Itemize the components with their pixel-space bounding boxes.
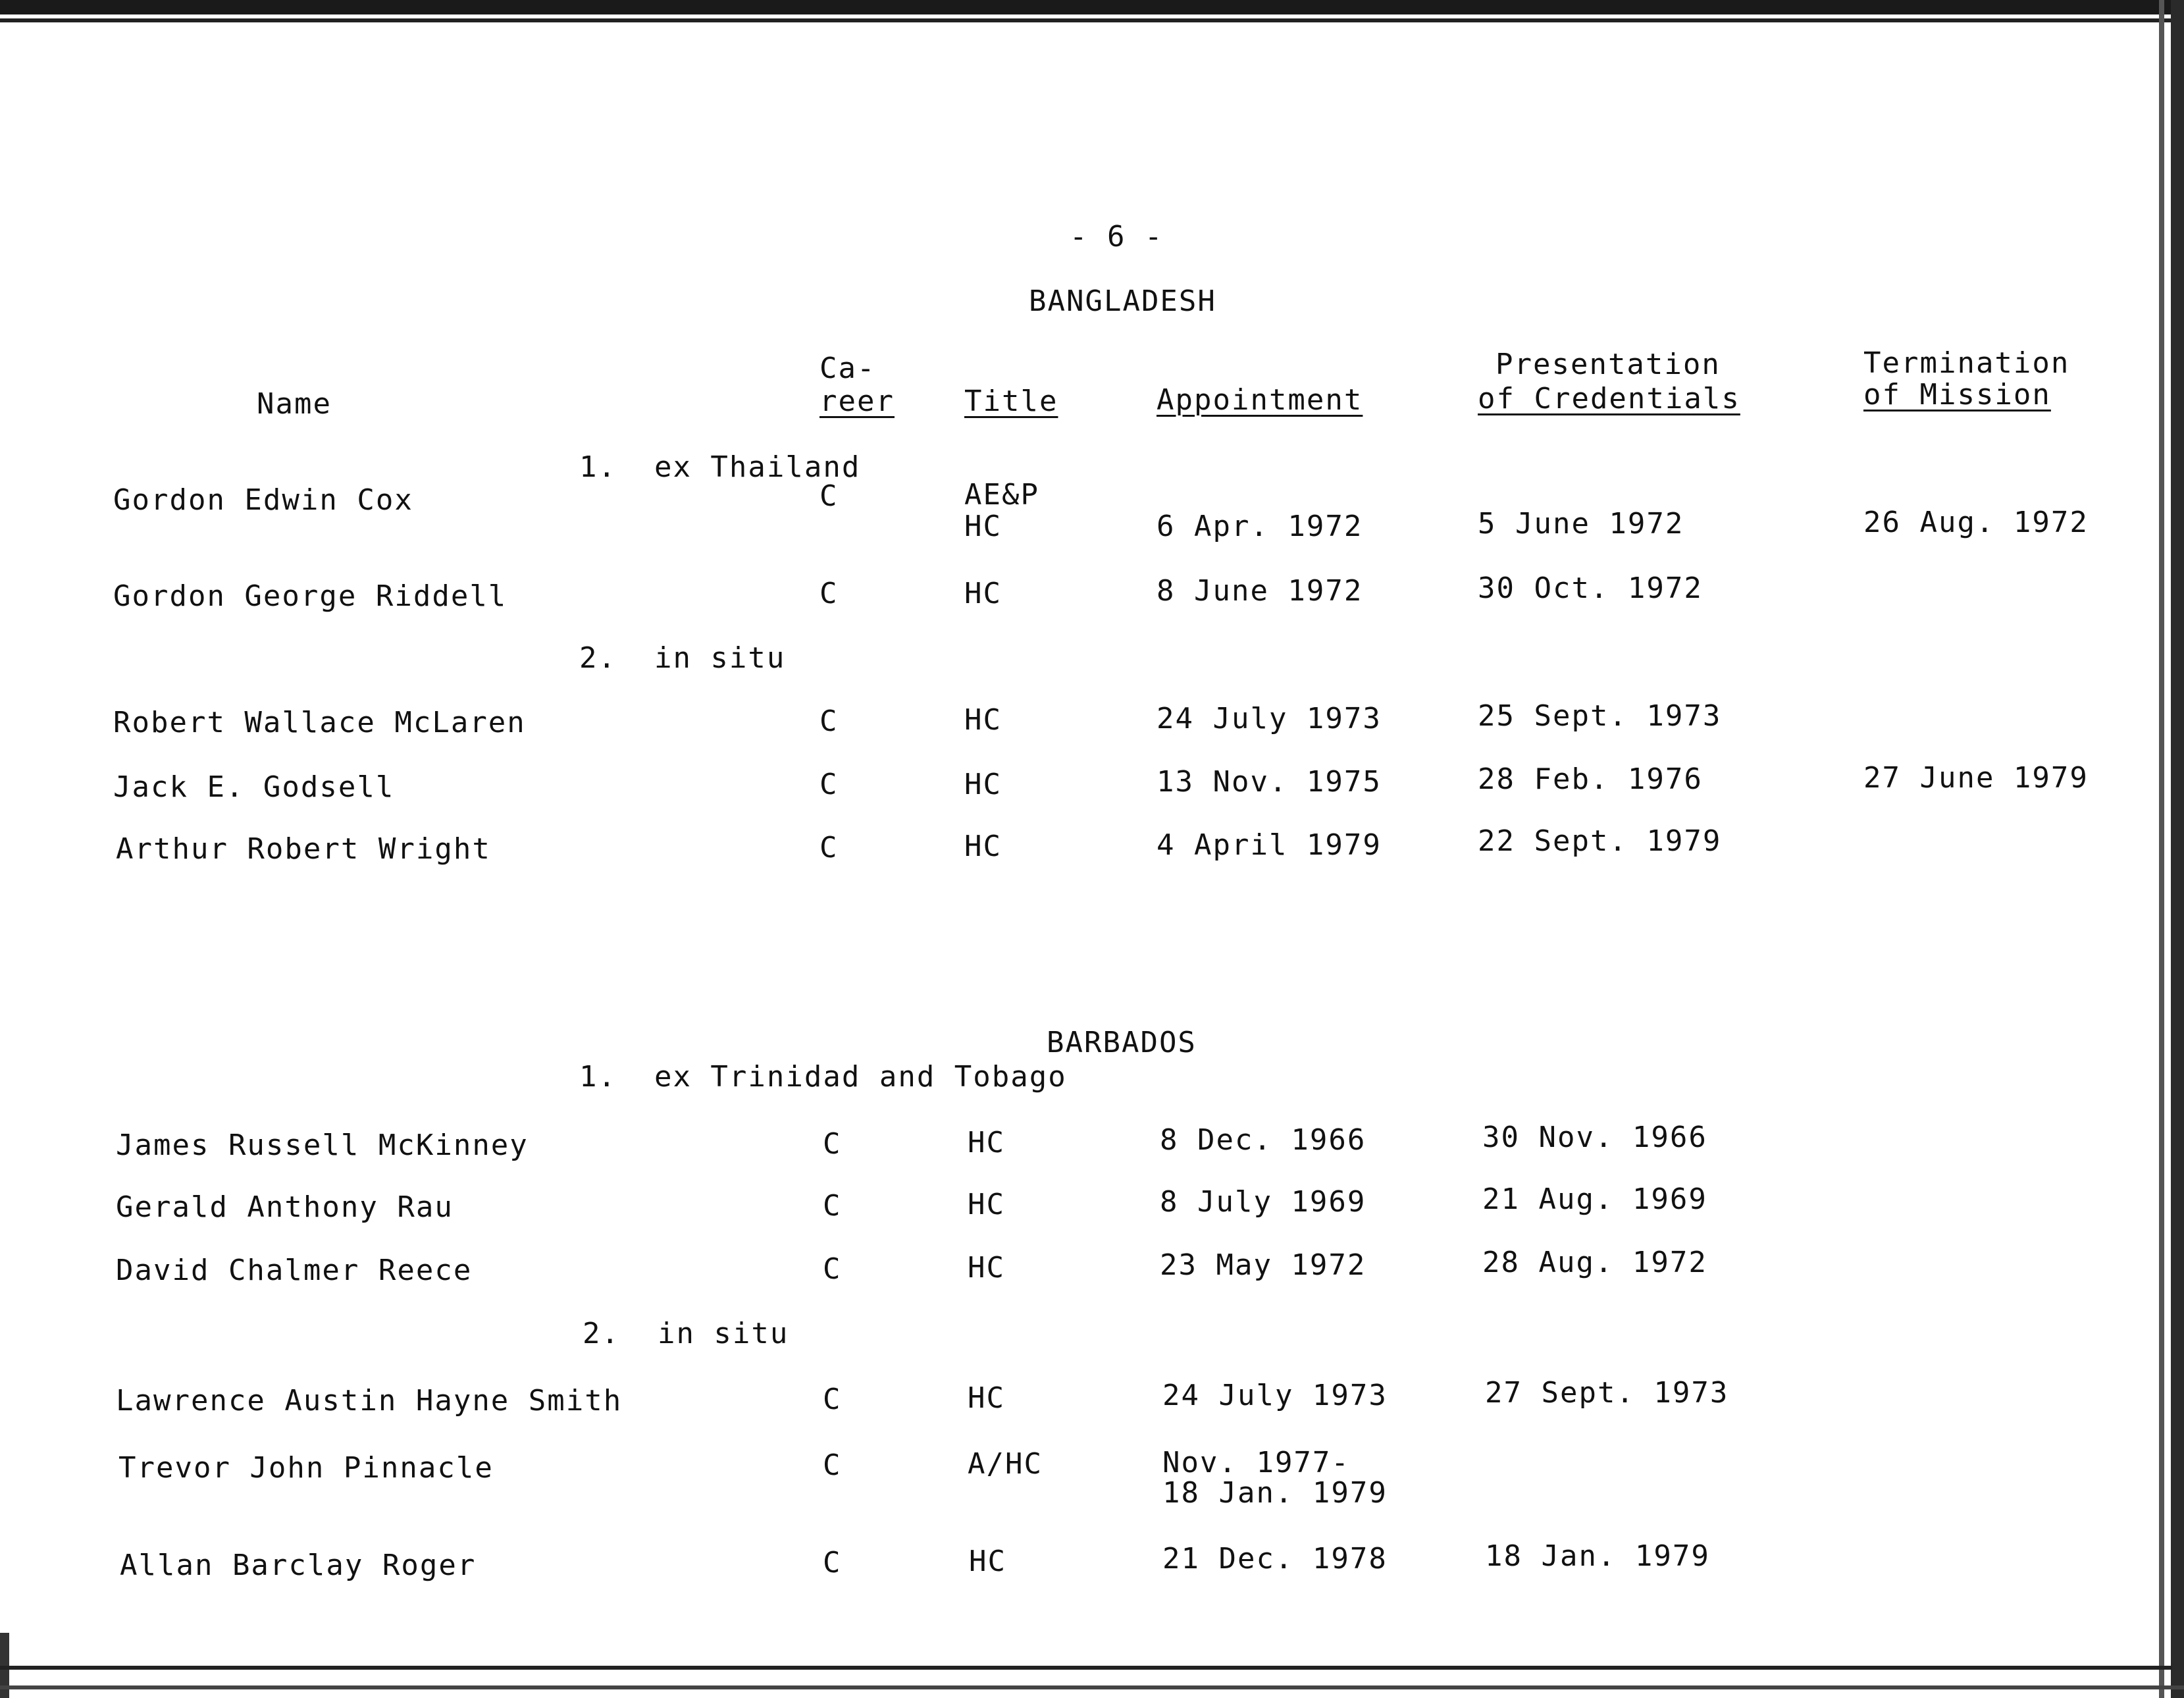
row-presentation: 30 Nov. 1966 (1482, 1121, 1707, 1154)
row-presentation: 5 June 1972 (1478, 507, 1684, 541)
row-career: C (823, 1448, 842, 1482)
row-name: Robert Wallace McLaren (113, 706, 526, 739)
row-career: C (823, 1127, 842, 1161)
group-label: 1. ex Trinidad and Tobago (579, 1060, 1067, 1094)
row-appointment: 6 Apr. 1972 (1157, 510, 1363, 543)
country-heading-barbados: BARBADOS (1047, 1026, 1197, 1059)
row-presentation: 18 Jan. 1979 (1485, 1539, 1710, 1573)
row-title: HC (968, 1251, 1005, 1285)
row-career: C (823, 1383, 842, 1416)
row-name: James Russell McKinney (116, 1128, 529, 1162)
group-label: 2. in situ (579, 641, 786, 675)
group-label: 2. in situ (583, 1317, 789, 1350)
row-title: AE&P (964, 478, 1039, 512)
row-appointment: 8 July 1969 (1160, 1185, 1366, 1219)
row-presentation: 28 Aug. 1972 (1482, 1246, 1707, 1279)
page-number: - 6 - (1070, 220, 1164, 253)
header-title: Title (964, 385, 1058, 418)
row-appointment: 24 July 1973 (1162, 1379, 1388, 1412)
row-appointment: 4 April 1979 (1157, 828, 1382, 862)
row-name: Jack E. Godsell (113, 770, 395, 804)
row-name: Gordon George Riddell (113, 579, 507, 613)
scan-border-right (2171, 0, 2184, 1698)
row-title: HC (964, 830, 1002, 863)
row-appointment: 8 June 1972 (1157, 574, 1363, 608)
header-presentation-line2: of Credentials (1478, 382, 1740, 415)
row-name: Allan Barclay Roger (120, 1549, 477, 1582)
row-presentation: 28 Feb. 1976 (1478, 762, 1703, 796)
row-career: C (823, 1546, 842, 1579)
row-title: HC (964, 703, 1002, 737)
row-title-line2: HC (964, 510, 1002, 543)
row-title: HC (968, 1188, 1005, 1221)
row-career: C (819, 768, 839, 801)
row-title: HC (968, 1381, 1005, 1415)
scan-border-bottom (0, 1685, 2184, 1689)
row-title: HC (964, 577, 1002, 610)
row-appointment: 24 July 1973 (1157, 702, 1382, 735)
scan-rule-top (0, 18, 2172, 22)
header-name: Name (257, 387, 332, 421)
row-termination: 26 Aug. 1972 (1863, 506, 2089, 539)
row-title: HC (968, 1126, 1005, 1159)
row-title: HC (964, 768, 1002, 801)
row-career: C (819, 704, 839, 738)
row-career: C (823, 1252, 842, 1286)
header-termination-line2: of Mission (1863, 378, 2051, 411)
row-appointment: 13 Nov. 1975 (1157, 765, 1382, 799)
row-name: Trevor John Pinnacle (118, 1451, 494, 1485)
row-appointment: Nov. 1977- (1162, 1446, 1350, 1479)
row-presentation: 22 Sept. 1979 (1478, 824, 1722, 858)
row-career: C (819, 831, 839, 864)
row-career: C (823, 1189, 842, 1223)
row-appointment: 8 Dec. 1966 (1160, 1123, 1366, 1157)
header-termination-line1: Termination (1863, 346, 2070, 380)
row-presentation: 30 Oct. 1972 (1478, 571, 1703, 605)
header-presentation-line1: Presentation (1495, 348, 1721, 381)
row-name: David Chalmer Reece (116, 1254, 473, 1287)
row-career: C (819, 479, 839, 513)
group-label: 1. ex Thailand (579, 450, 861, 484)
row-title: HC (969, 1545, 1006, 1578)
row-name: Gordon Edwin Cox (113, 483, 413, 517)
row-appointment: 21 Dec. 1978 (1162, 1542, 1388, 1576)
row-presentation: 25 Sept. 1973 (1478, 699, 1722, 733)
header-career-line1: Ca- (819, 352, 876, 385)
scan-rule-bottom (0, 1666, 2172, 1670)
row-presentation: 21 Aug. 1969 (1482, 1182, 1707, 1216)
row-termination: 27 June 1979 (1863, 761, 2089, 795)
row-name: Arthur Robert Wright (116, 832, 491, 866)
scan-border-right-inner (2159, 0, 2164, 1698)
row-appointment: 23 May 1972 (1160, 1248, 1366, 1282)
row-appointment-line2: 18 Jan. 1979 (1162, 1476, 1388, 1510)
row-name: Lawrence Austin Hayne Smith (116, 1384, 623, 1418)
row-title: A/HC (968, 1447, 1043, 1481)
country-heading-bangladesh: BANGLADESH (1029, 284, 1216, 318)
row-career: C (819, 577, 839, 610)
header-career-line2: reer (819, 385, 895, 418)
header-appointment: Appointment (1157, 383, 1363, 417)
row-name: Gerald Anthony Rau (116, 1190, 454, 1224)
scan-border-top (0, 0, 2184, 14)
row-presentation: 27 Sept. 1973 (1485, 1376, 1729, 1410)
